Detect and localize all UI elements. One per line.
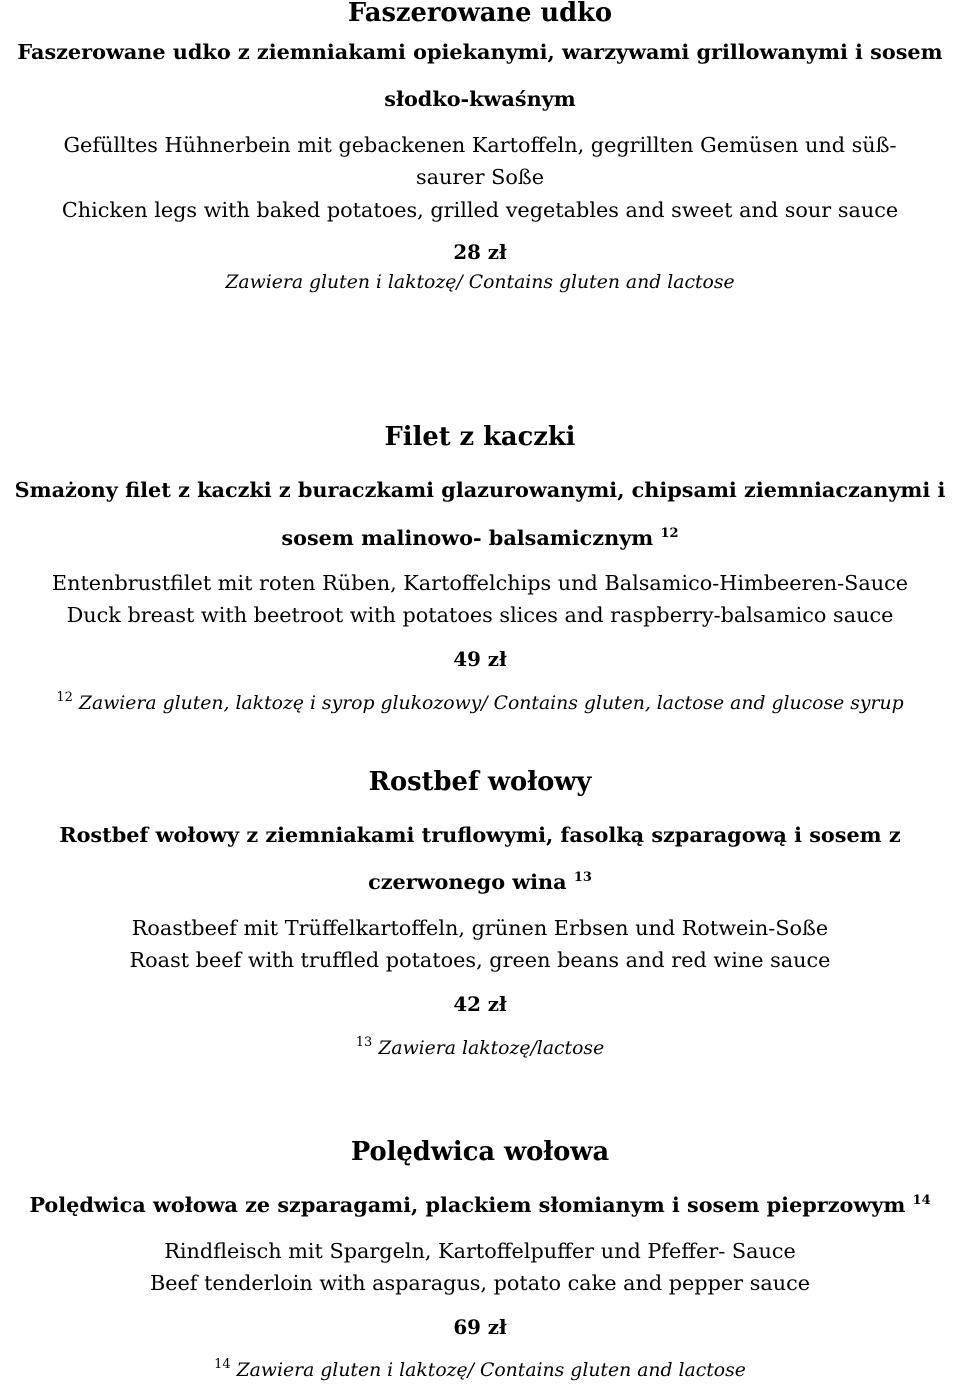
- allergen-ref: 14: [912, 1193, 931, 1208]
- allergen-ref: 14: [214, 1357, 231, 1372]
- dish-description-english: Beef tenderloin with asparagus, potato cake and pepper sauce: [149, 1271, 811, 1295]
- dish-title: Filet z kaczki: [384, 422, 576, 452]
- dish-title: Rostbef wołowy: [368, 767, 592, 797]
- dish-description-german: Entenbrustfilet mit roten Rüben, Kartoffelchips und Balsamico-Himbeeren-Sauce: [51, 571, 909, 595]
- dish-description-german-cont: saurer Soße: [415, 165, 545, 189]
- dish-description-polish-cont: czerwonego wina $^{13}$: [368, 869, 592, 894]
- dish-description-polish: Polędwica wołowa ze szparagami, plackiem słomianym i sosem pieprzowym $^{14}$: [29, 1192, 931, 1217]
- allergen-ref: 12: [660, 526, 679, 541]
- allergen-note: $^{13}$ Zawiera laktozę/lactose: [355, 1035, 605, 1059]
- allergen-ref: 12: [56, 690, 73, 705]
- dish-title: Polędwica wołowa: [350, 1137, 610, 1167]
- allergen-ref: 13: [355, 1035, 373, 1050]
- dish-price: 69 zł: [453, 1315, 507, 1339]
- dish-description-polish: Faszerowane udko z ziemniakami opiekanymi, warzywami grillowanymi i sosem: [17, 39, 943, 64]
- allergen-ref: 13: [573, 870, 592, 885]
- allergen-note: Zawiera gluten i laktozę/ Contains gluten and lactose: [225, 272, 735, 293]
- dish-description-english: Roast beef with truffled potatoes, green beans and red wine sauce: [129, 948, 831, 972]
- dish-description-german: Gefülltes Hühnerbein mit gebackenen Kartoffeln, gegrillten Gemüsen und süß-: [63, 133, 897, 157]
- dish-description-polish: Smażony filet z kaczki z buraczkami glazurowanymi, chipsami ziemniaczanymi i: [14, 477, 946, 502]
- dish-description-polish: Rostbef wołowy z ziemniakami truflowymi, fasolką szparagową i sosem z: [59, 822, 901, 847]
- dish-description-polish-cont: słodko-kwaśnym: [384, 86, 576, 111]
- dish-description-english: Chicken legs with baked potatoes, grilled vegetables and sweet and sour sauce: [61, 198, 899, 222]
- allergen-note: $^{12}$ Zawiera gluten, laktozę i syrop glukozowy/ Contains gluten, lactose and glucose syrup: [56, 690, 904, 714]
- dish-price: 28 zł: [453, 240, 507, 264]
- dish-price: 49 zł: [453, 647, 507, 671]
- dish-title: Faszerowane udko: [347, 0, 613, 28]
- dish-description-german: Rindfleisch mit Spargeln, Kartoffelpuffer und Pfeffer- Sauce: [164, 1239, 796, 1263]
- allergen-note: $^{14}$ Zawiera gluten i laktozę/ Contains gluten and lactose: [214, 1357, 746, 1381]
- dish-description-german: Roastbeef mit Trüffelkartoffeln, grünen Erbsen und Rotwein-Soße: [131, 916, 829, 940]
- dish-price: 42 zł: [453, 992, 507, 1016]
- dish-description-polish-cont: sosem malinowo- balsamicznym $^{12}$: [281, 525, 679, 550]
- dish-description-english: Duck breast with beetroot with potatoes slices and raspberry-balsamico sauce: [66, 603, 894, 627]
